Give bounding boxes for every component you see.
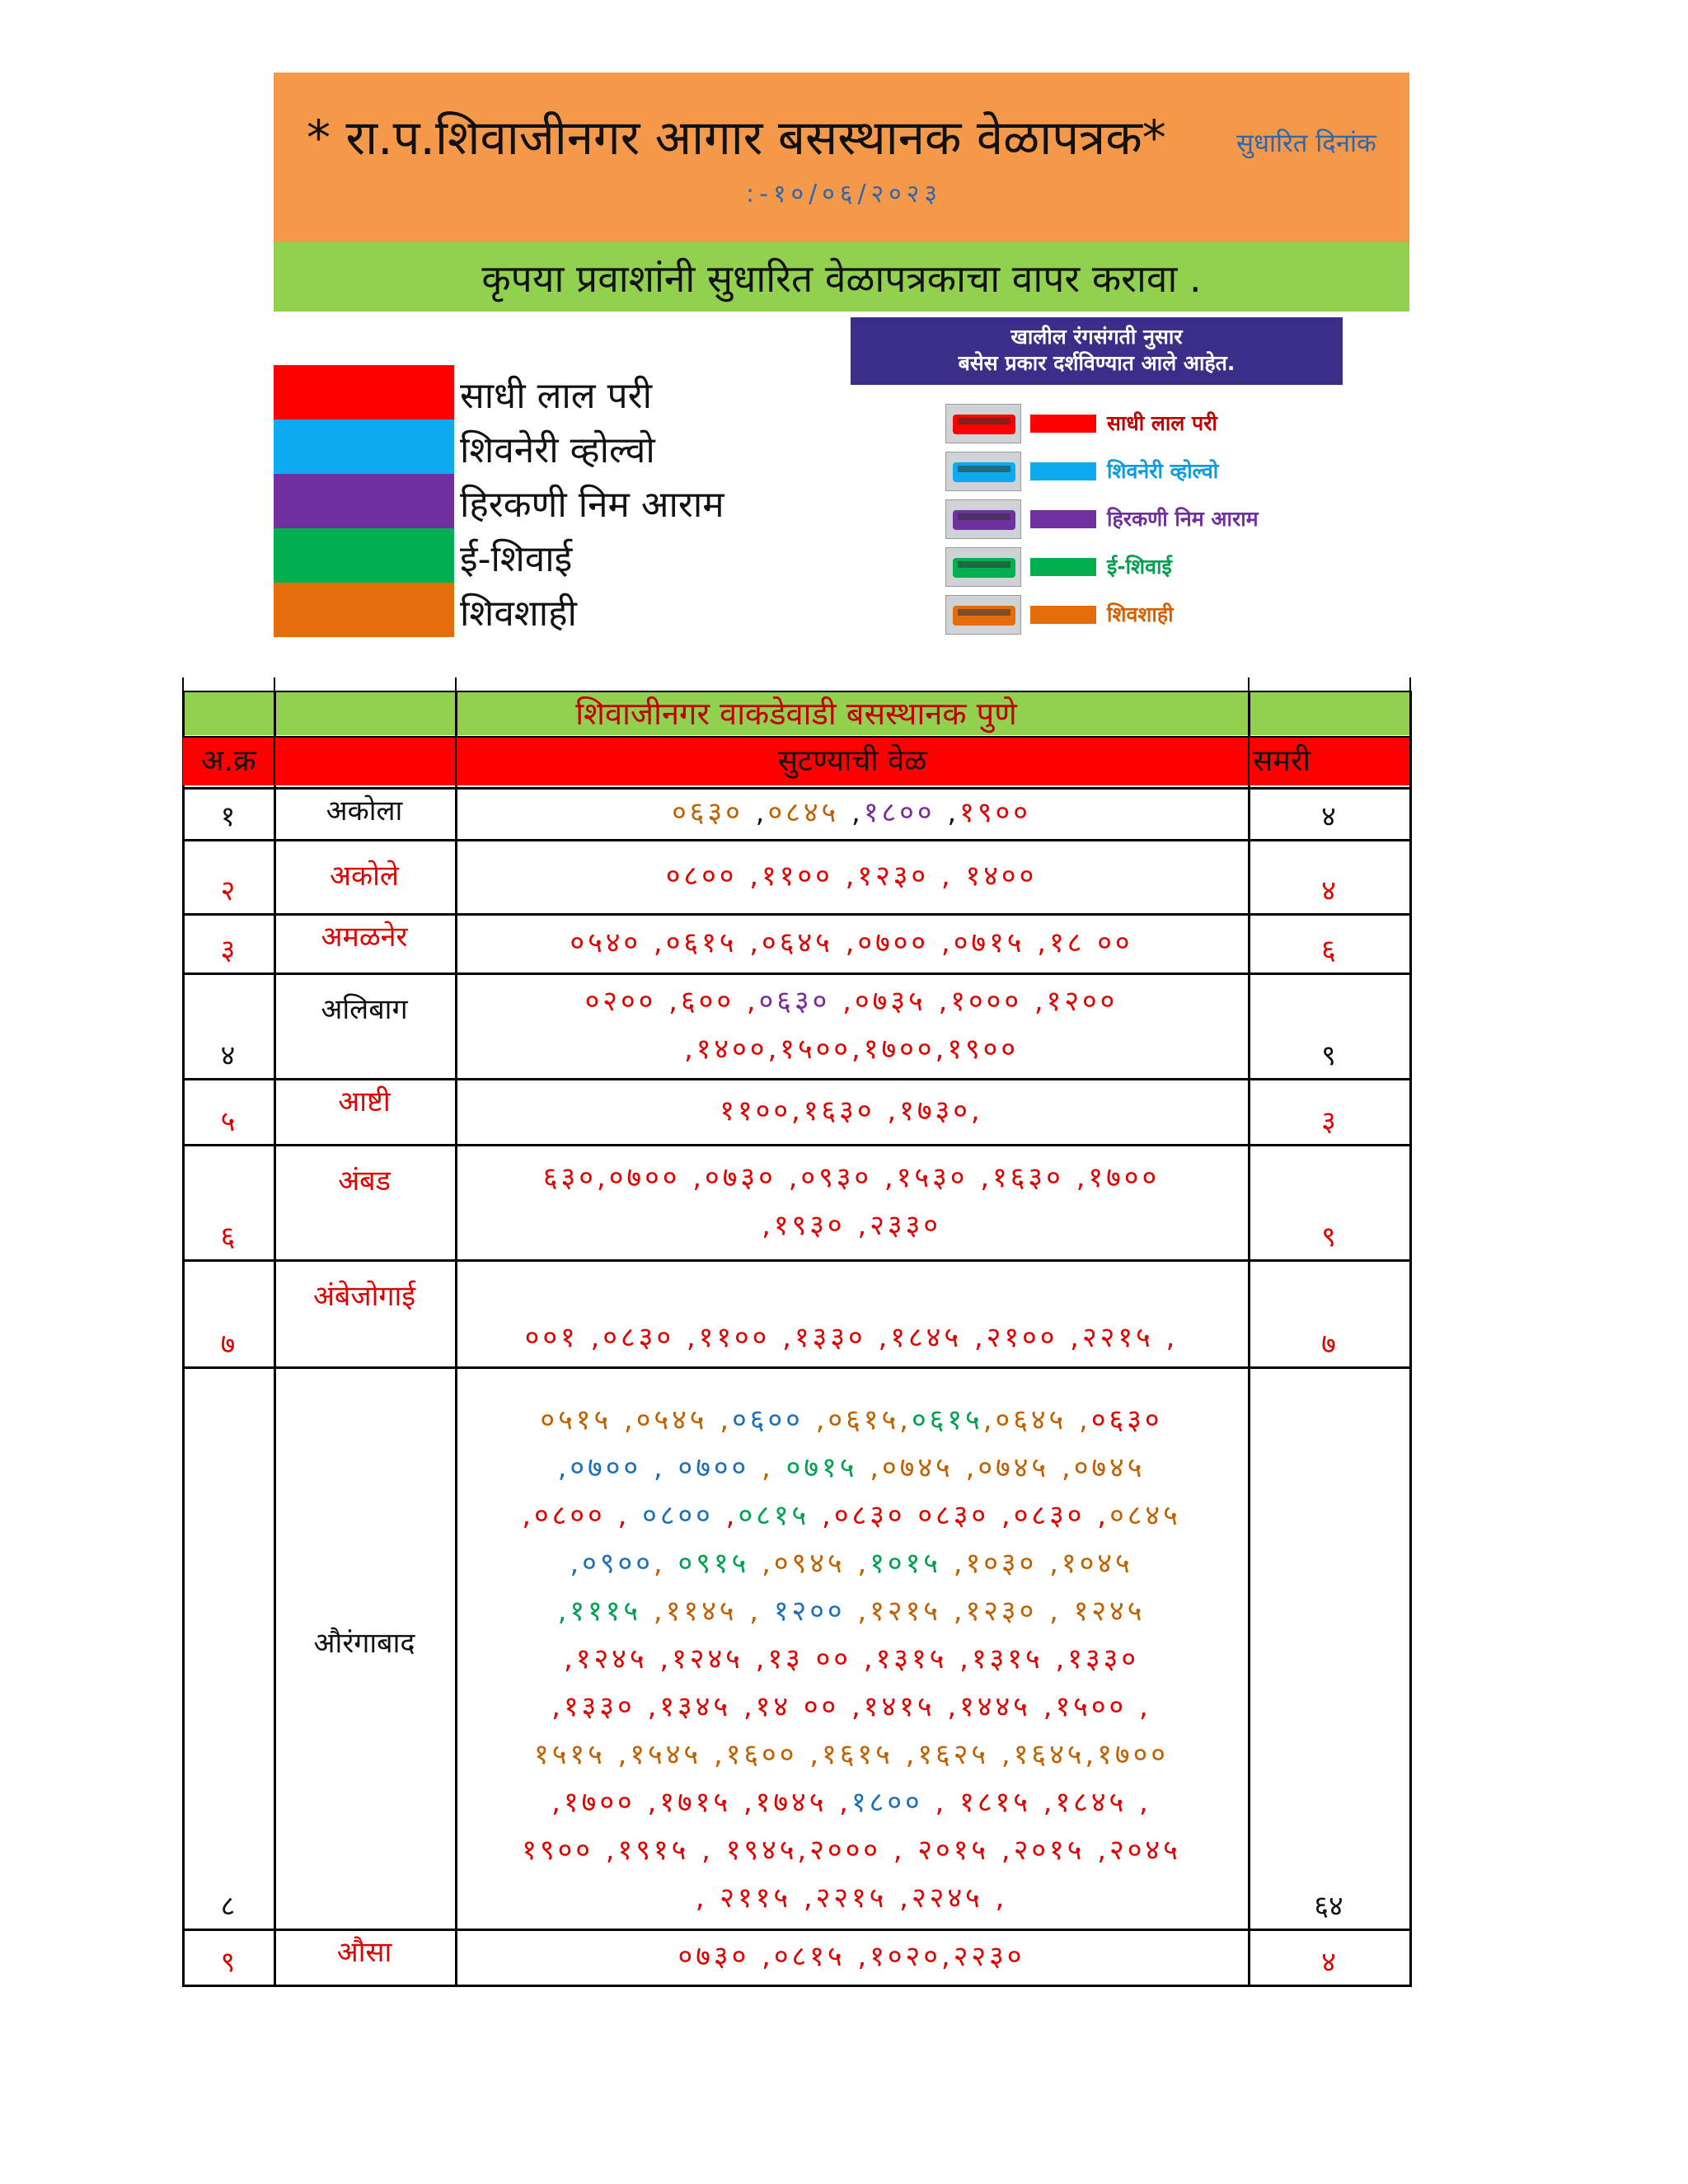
bus-photo-icon [945,499,1021,539]
time-segment: ,१३३० ,१३४५ ,१४ ०० ,१४१५ ,१४४५ ,१५०० , [551,1690,1151,1723]
time-segment: ,१४००,१५००,१७००,१९०० [683,1033,1020,1066]
row-destination: अंबड [338,1165,391,1197]
time-line [455,789,1248,837]
legend-image-color-bar [1030,462,1096,480]
time-line [455,1874,1248,1922]
time-segment: ,०६४५ , [982,1404,1091,1436]
table-row-border [182,1144,1411,1146]
time-segment: ,१७०० ,१७१५ ,१७४५ , [551,1786,851,1819]
header-summary: समरी [1250,738,1409,785]
legend-image-label: शिवनेरी व्होल्वो [1107,459,1219,483]
row-serial-number: ७ [220,1328,236,1361]
time-line [455,977,1248,1025]
row-summary-count: ६४ [1314,1890,1343,1923]
bus-photo-icon [945,452,1021,491]
legend-label-hirkani: हिरकणी निम आराम [460,484,724,526]
time-segment: १२०० [773,1595,846,1628]
row-serial-number: २ [220,874,236,907]
time-segment: , [749,1451,786,1484]
time-segment: ०६३० [672,796,743,829]
time-line [455,1202,1248,1249]
table-row-border [182,972,1411,975]
time-line [455,1540,1248,1587]
time-segment: ,११४५ , [641,1595,774,1628]
row-serial-number: ६ [220,1221,236,1254]
time-segment: ११००,१६३० ,१७३०, [720,1094,983,1127]
legend-swatch-orange [274,583,454,637]
row-serial-number: १ [220,800,236,833]
time-line [455,852,1248,900]
legend-image-color-bar [1030,415,1096,433]
row-summary-count: ४ [1321,800,1336,833]
row-destination: अकोला [326,794,403,827]
row-summary-count: ७ [1321,1328,1336,1361]
time-segment: ,१०३० ,१०४५ [940,1547,1133,1580]
revised-date-label: सुधारित दिनांक [1236,129,1376,158]
time-segment: , [743,796,768,829]
time-segment: ,०९०० [570,1547,654,1580]
time-segment: ०८०० [642,1499,714,1532]
row-departure-times [455,1154,1248,1249]
time-segment: ०७१५ [785,1451,858,1484]
legend-label-shivshahi: शिवशाही [460,593,577,635]
page-title: * रा.प.शिवाजीनगर आगार बसस्थानक वेळापत्रक* [307,110,1166,166]
row-serial-number: ९ [220,1946,236,1979]
row-serial-number: ३ [220,934,236,967]
header-sn: अ.क्र [183,738,274,785]
legend-image-color-bar [1030,510,1096,528]
table-column-border [1409,691,1412,1987]
row-destination: अकोले [330,860,399,893]
time-segment: ०२०० ,६०० , [584,985,759,1018]
time-segment: ,०६१५, [803,1404,912,1436]
time-segment: १९०० ,१९१५ , १९४५,२००० , २०१५ ,२०१५ ,२०४५ [522,1834,1181,1867]
row-summary-count: ९ [1321,1039,1336,1072]
time-line [455,1314,1248,1361]
legend-image-color-bar [1030,606,1096,624]
row-departure-times [455,1933,1248,1980]
time-segment: ,०८३० ०८३० ,०८३० , [809,1499,1110,1532]
time-segment: ०८१५ [738,1499,810,1532]
row-destination: अलिबाग [321,993,408,1026]
table-row-border [182,1985,1411,1987]
row-departure-times [455,852,1248,900]
legend-image-label: साधी लाल परी [1107,411,1217,435]
table-top-border [182,691,1411,692]
row-summary-count: ९ [1321,1221,1336,1254]
time-segment: , २११५ ,२२१५ ,२२४५ , [695,1882,1008,1915]
time-line [455,1933,1248,1980]
time-line [455,1396,1248,1444]
time-segment: ०८४५ [1109,1499,1181,1532]
time-segment: ,०९४५ , [749,1547,870,1580]
legend-image-title [851,317,1343,385]
legend-image-label: हिरकणी निम आराम [1107,507,1259,531]
time-segment: , १८१५ ,१८४५ , [922,1786,1151,1819]
time-segment: १८०० [863,796,935,829]
time-line [455,1492,1248,1540]
time-segment: १९०० [959,796,1031,829]
row-summary-count: ३ [1321,1105,1336,1138]
time-line [455,1635,1248,1683]
legend-label-e-shivai: ई-शिवाई [460,538,573,580]
time-segment: , [653,1547,678,1580]
revised-date: :-१०/०६/२०२३ [746,180,942,209]
time-segment: ०५४० ,०६१५ ,०६४५ ,०७०० ,०७१५ ,१८ ०० [570,926,1133,959]
table-row-border [182,1259,1411,1262]
time-line [455,1025,1248,1073]
row-serial-number: ५ [220,1105,236,1138]
row-destination: अमळनेर [321,921,408,954]
legend-swatch-red [274,365,454,419]
legend-image-title-line-1: खालील रंगसंगती नुसार [1010,325,1183,349]
time-segment: , [713,1499,738,1532]
row-departure-times [455,1087,1248,1135]
table-row-border [182,839,1411,841]
notice-text: कृपया प्रवाशांनी सुधारित वेळापत्रकाचा वापर करावा . [481,256,1202,301]
row-serial-number: ८ [220,1890,236,1923]
table-row-border [182,1366,1411,1369]
time-line [455,1444,1248,1492]
bus-photo-icon [945,547,1021,587]
time-segment: ०७३० ,०८१५ ,१०२०,२२३० [678,1940,1025,1973]
time-segment: ,१२१५ ,१२३० , १२४५ [845,1595,1146,1628]
legend-image-label: शिवशाही [1107,602,1174,626]
row-summary-count: ६ [1321,934,1336,967]
time-segment: ,०७०० , ०७०० [557,1451,750,1484]
time-segment: ००१ ,०८३० ,११०० ,१३३० ,१८४५ ,२१०० ,२२१५ , [524,1321,1179,1354]
time-segment: १५१५ ,१५४५ ,१६०० ,१६१५ ,१६२५ ,१६४५,१७०० [534,1738,1169,1771]
time-segment: ०९१५ [678,1547,750,1580]
time-line [455,1087,1248,1135]
row-summary-count: ४ [1321,874,1336,907]
time-segment: ,१२४५ ,१२४५ ,१३ ०० ,१३१५ ,१३१५ ,१३३० [563,1643,1139,1675]
time-line [455,1154,1248,1202]
row-departure-times [455,1314,1248,1361]
time-segment: १०१५ [870,1547,941,1580]
time-segment: ०६०० [732,1404,804,1436]
time-segment: , [935,796,960,829]
header-times: सुटण्याची वेळ [457,738,1248,785]
table-row-border [182,913,1411,916]
time-segment: ०६३० [1090,1404,1163,1436]
time-line [455,1826,1248,1874]
time-segment: ,१११५ [557,1595,642,1628]
row-departure-times [455,977,1248,1073]
time-line [455,1779,1248,1826]
row-destination: औरंगाबाद [313,1627,415,1660]
time-segment: ०८४५ [767,796,840,829]
legend-label-lal-pari: साधी लाल परी [460,375,653,417]
row-summary-count: ४ [1321,1946,1336,1979]
row-destination: आष्टी [338,1085,391,1118]
time-line [455,1587,1248,1635]
table-row-border [182,1078,1411,1080]
bus-photo-icon [945,595,1021,635]
time-line [455,1683,1248,1731]
time-segment: ,०७३५ ,१००० ,१२०० [830,985,1118,1018]
time-segment: ,०८०० , [522,1499,643,1532]
row-departure-times [455,919,1248,967]
time-segment: ,०७४५ ,०७४५ ,०७४५ [857,1451,1146,1484]
time-segment: ०६१५ [911,1404,983,1436]
row-destination: अंबेजोगाई [312,1280,416,1313]
time-segment: ०५१५ ,०५४५ , [540,1404,733,1436]
row-departure-times [455,789,1248,837]
legend-image-color-bar [1030,558,1096,576]
legend-image-label: ई-शिवाई [1107,555,1172,579]
legend-swatch-purple [274,474,454,528]
row-serial-number: ४ [220,1039,236,1072]
legend-label-shivneri: शिवनेरी व्होल्वो [460,429,655,471]
legend-swatch-blue [274,419,454,474]
time-segment: ६३०,०७०० ,०७३० ,०९३० ,१५३० ,१६३० ,१७०० [542,1161,1160,1194]
legend-image-title-line-2: बसेस प्रकार दर्शविण्यात आले आहेत. [958,351,1236,375]
time-segment: , [839,796,864,829]
row-departure-times [455,1396,1248,1922]
header-dest [275,738,455,785]
time-segment: ०८०० ,११०० ,१२३० , १४०० [665,860,1038,893]
time-line [455,1731,1248,1779]
time-segment: १८०० [851,1786,923,1819]
time-segment: ,१९३० ,२३३० [762,1209,941,1242]
row-destination: औसा [336,1936,392,1969]
time-line [455,919,1248,967]
time-segment: ०६३० [758,985,831,1018]
table-row-border [182,1929,1411,1931]
table-title: शिवाजीनगर वाकडेवाडी बसस्थानक पुणे [183,692,1409,735]
legend-swatch-green [274,528,454,583]
bus-photo-icon [945,404,1021,443]
